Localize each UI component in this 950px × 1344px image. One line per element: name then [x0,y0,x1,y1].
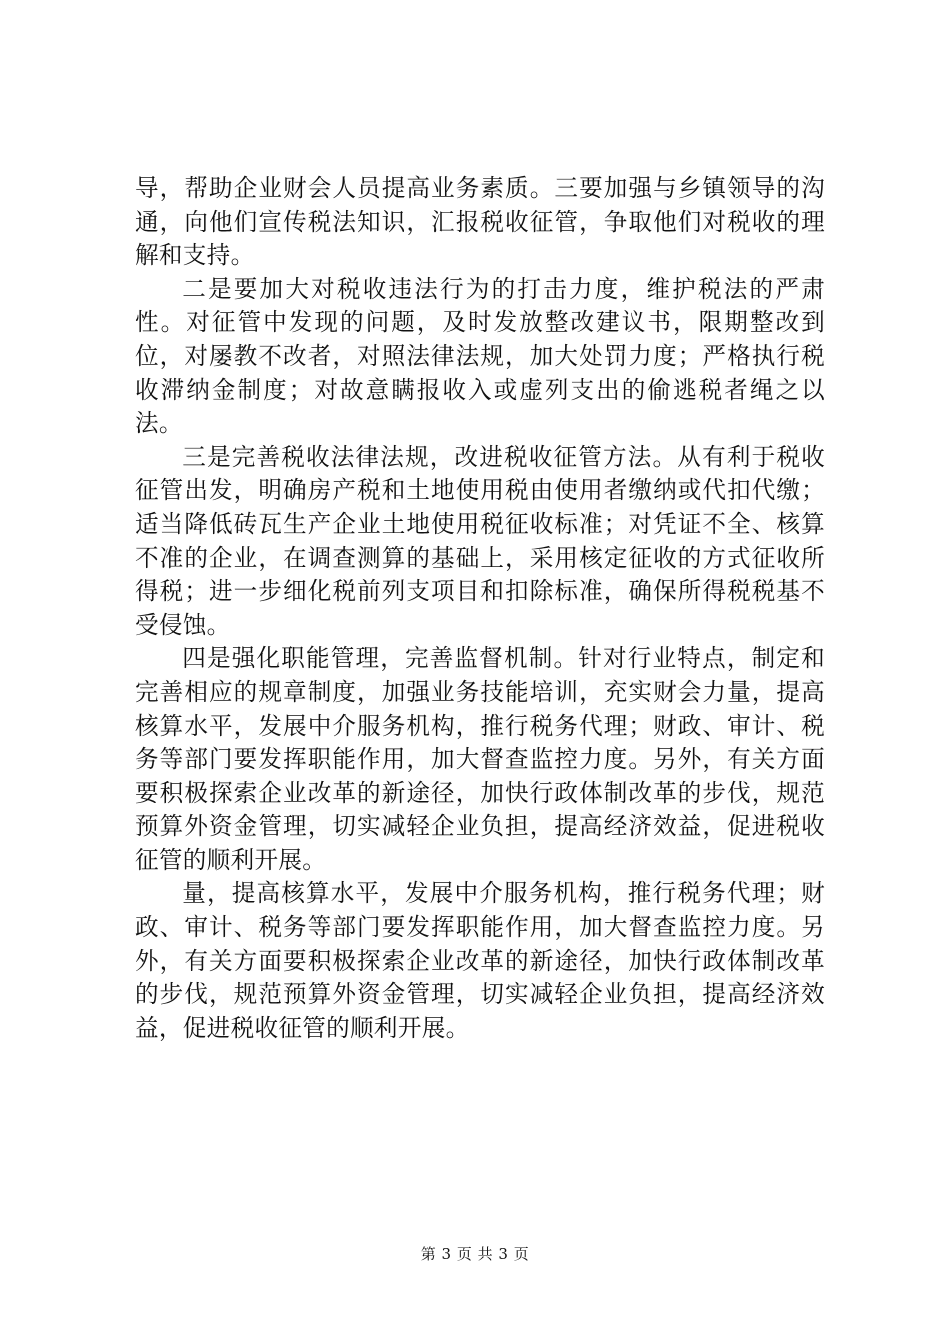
document-body [135,172,825,1045]
paragraph-repeated-fragment: 量，提高核算水平，发展中介服务机构，推行税务代理；财政、审计、税务等部门要发挥职能作用，加大督查监控力度。另外，有关方面要积极探索企业改革的新途径，加快行政体制改革的步伐，规范预算外资金管理，切实减轻企业负担，提高经济效益，促进税收征管的顺利开展。 [135,879,825,1042]
page-number-footer: 第 3 页 共 3 页 [420,1245,530,1263]
paragraph-point-two: 二是要加大对税收违法行为的打击力度，维护税法的严肃性。对征管中发现的问题，及时发放整改建议书，限期整改到位，对屡教不改者，对照法律法规，加大处罚力度；严格执行税收滞纳金制度；对故意瞒报收入或虚列支出的偷逃税者绳之以法。 [135,274,825,438]
paragraph-point-four: 四是强化职能管理，完善监督机制。针对行业特点，制定和完善相应的规章制度，加强业务技能培训，充实财会力量，提高核算水平，发展中介服务机构，推行税务代理；财政、审计、税务等部门要发挥职能作用，加大督查监控力度。另外，有关方面要积极探索企业改革的新途径，加快行政体制改革的步伐，规范预算外资金管理，切实减轻企业负担，提高经济效益，促进税收征管的顺利开展。 [135,644,825,874]
paragraph-point-three: 三是完善税收法律法规，改进税收征管方法。从有利于税收征管出发，明确房产税和土地使用税由使用者缴纳或代扣代缴；适当降低砖瓦生产企业土地使用税征收标准；对凭证不全、核算不准的企业，在调查测算的基础上，采用核定征收的方式征收所得税；进一步细化税前列支项目和扣除标准，确保所得税税基不受侵蚀。 [135,442,825,639]
paragraph-continuation: 导，帮助企业财会人员提高业务素质。三要加强与乡镇领导的沟通，向他们宣传税法知识，汇报税收征管，争取他们对税收的理解和支持。 [135,174,825,270]
